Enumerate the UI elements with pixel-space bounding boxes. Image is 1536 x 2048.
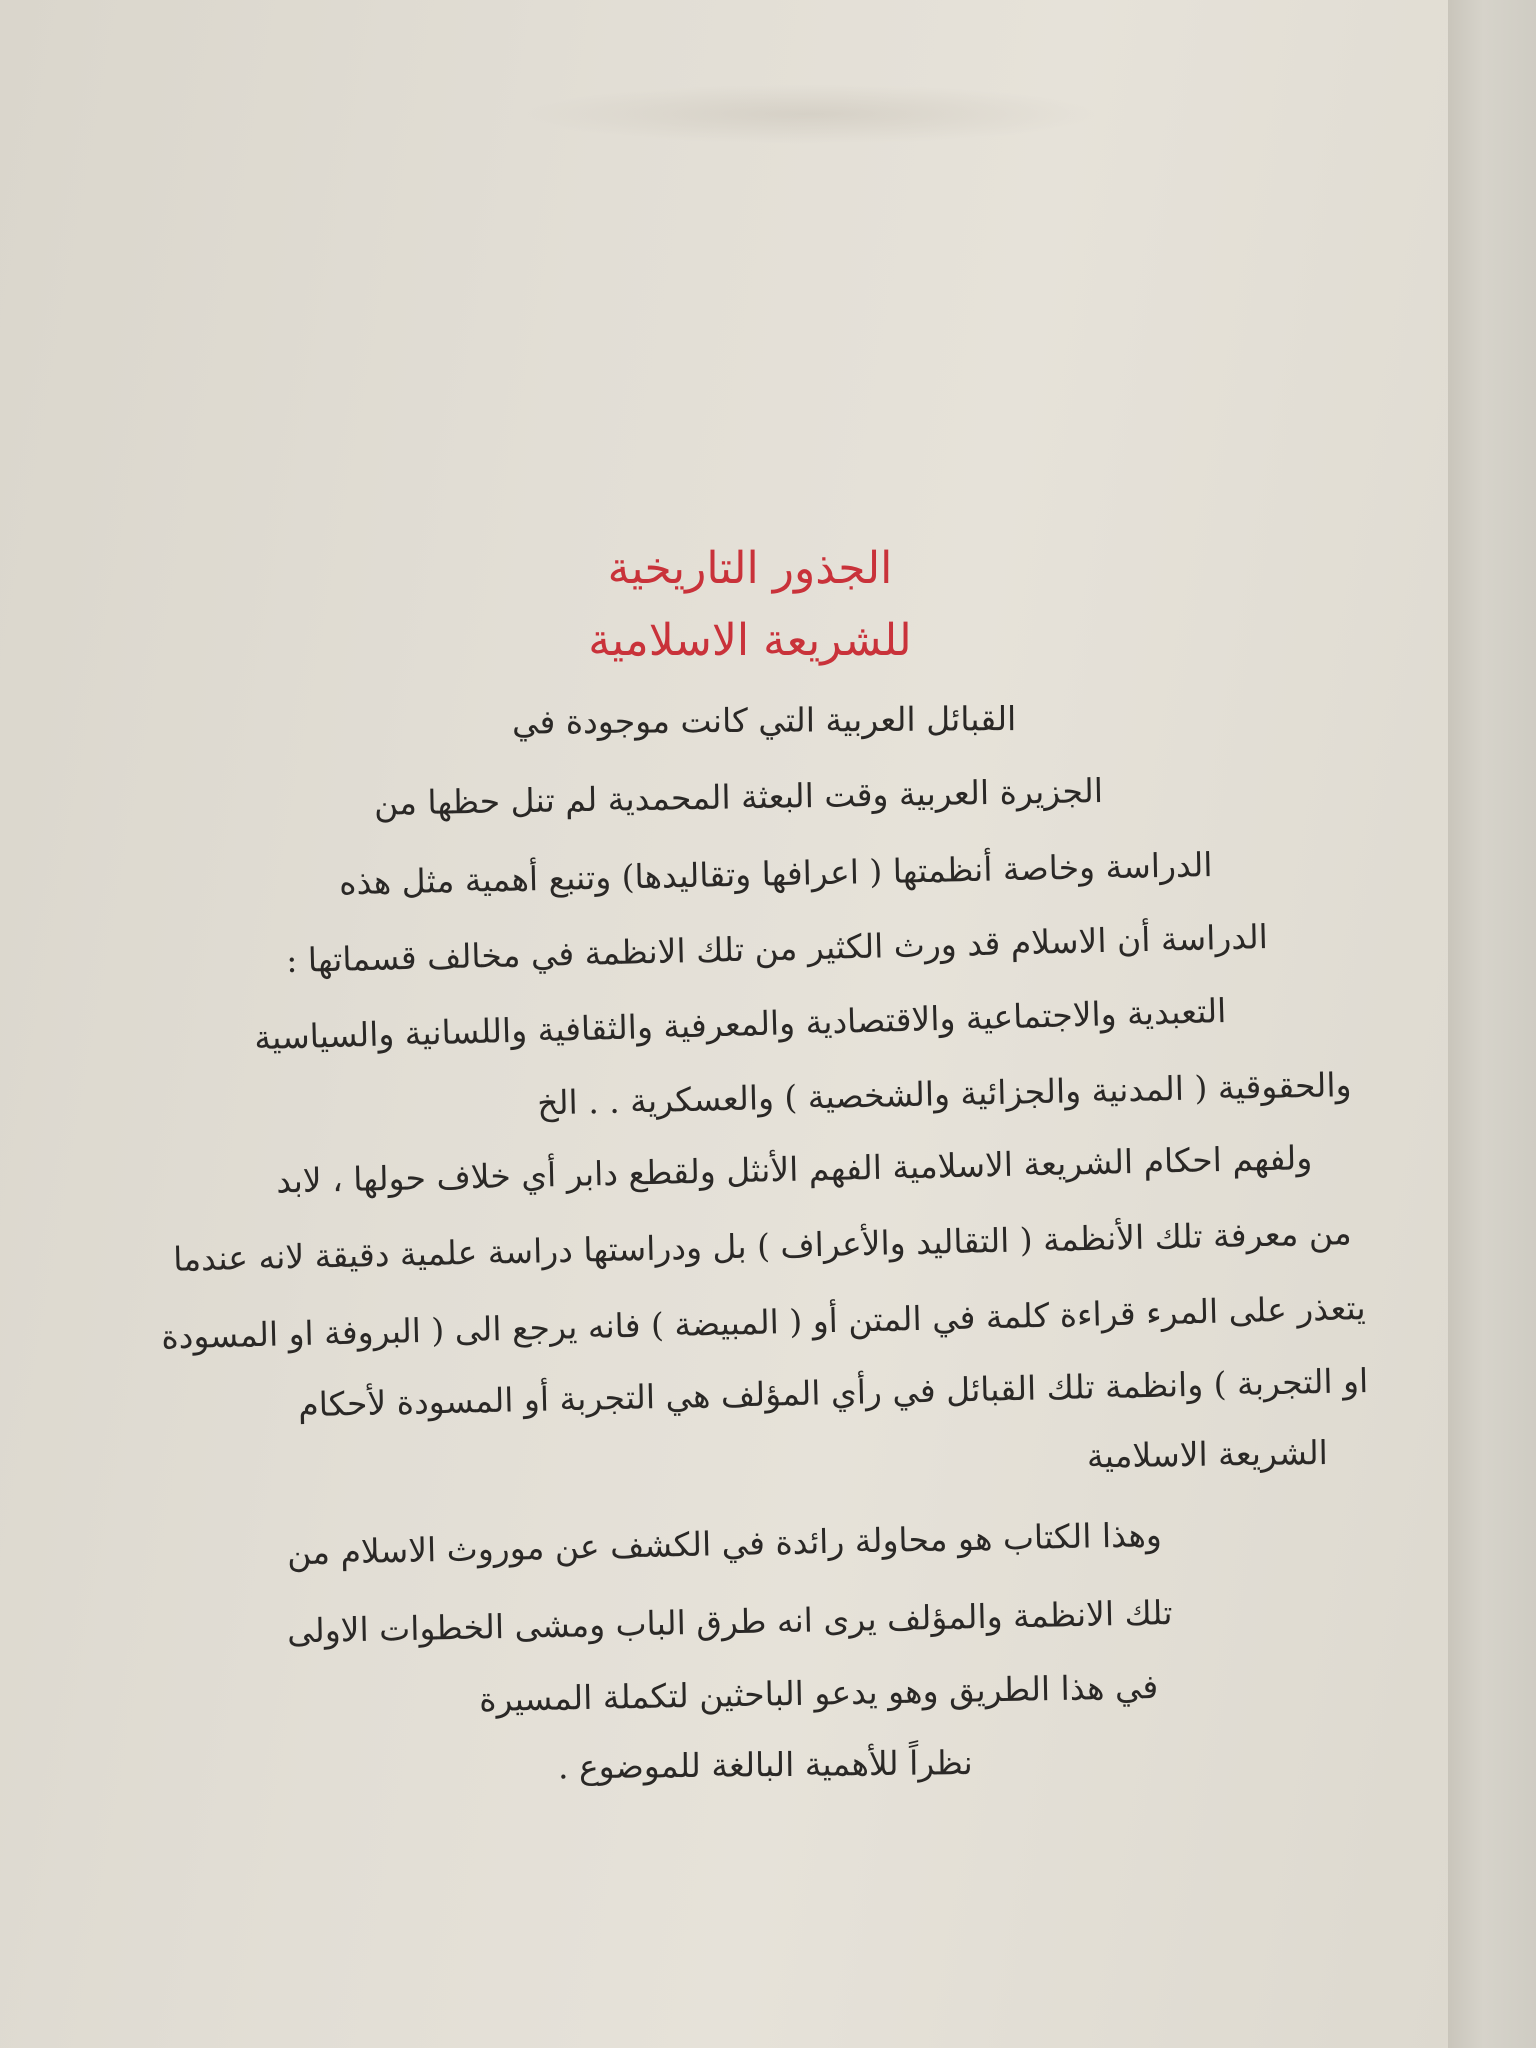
body-line-10: او التجربة ) وانظمة تلك القبائل في رأي المؤلف هي التجربة أو المسودة لأحكام — [297, 1361, 1369, 1425]
body-line-6: والحقوقية ( المدنية والجزائية والشخصية ) والعسكرية . . الخ — [536, 1065, 1352, 1123]
body-line-11: الشريعة الاسلامية — [1086, 1433, 1329, 1476]
body-line-15: نظراً للأهمية البالغة للموضوع . — [558, 1743, 974, 1787]
body-line-4: الدراسة أن الاسلام قد ورث الكثير من تلك الانظمة في مخالف قسماتها : — [285, 917, 1269, 980]
body-line-9: يتعذر على المرء قراءة كلمة في المتن أو ( المبيضة ) فانه يرجع الى ( البروفة او المسودة — [161, 1288, 1367, 1357]
page-smudge — [520, 84, 1100, 144]
body-line-13: تلك الانظمة والمؤلف يرى انه طرق الباب ومشى الخطوات الاولى — [286, 1593, 1173, 1651]
body-line-12: وهذا الكتاب هو محاولة رائدة في الكشف عن موروث الاسلام من — [287, 1515, 1163, 1573]
title-line-1: الجذور التاريخية — [607, 543, 893, 594]
body-line-14: في هذا الطريق وهو يدعو الباحثين لتكملة المسيرة — [478, 1667, 1159, 1720]
body-line-2: الجزيرة العربية وقت البعثة المحمدية لم تنل حظها من — [373, 771, 1104, 823]
body-line-8: من معرفة تلك الأنظمة ( التقاليد والأعراف ) بل ودراستها دراسة علمية دقيقة لانه عندما — [173, 1213, 1353, 1279]
title-line-2: للشريعة الاسلامية — [588, 615, 912, 666]
body-line-5: التعبدية والاجتماعية والاقتصادية والمعرفية والثقافية واللسانية والسياسية — [253, 991, 1227, 1058]
body-line-1: القبائل العربية التي كانت موجودة في — [511, 699, 1017, 742]
body-line-7: ولفهم احكام الشريعة الاسلامية الفهم الأنثل ولقطع دابر أي خلاف حولها ، لابد — [275, 1138, 1313, 1201]
page-edge — [1448, 0, 1536, 2048]
body-line-3: الدراسة وخاصة أنظمتها ( اعرافها وتقاليدها) وتنبع أهمية مثل هذه — [338, 845, 1213, 903]
